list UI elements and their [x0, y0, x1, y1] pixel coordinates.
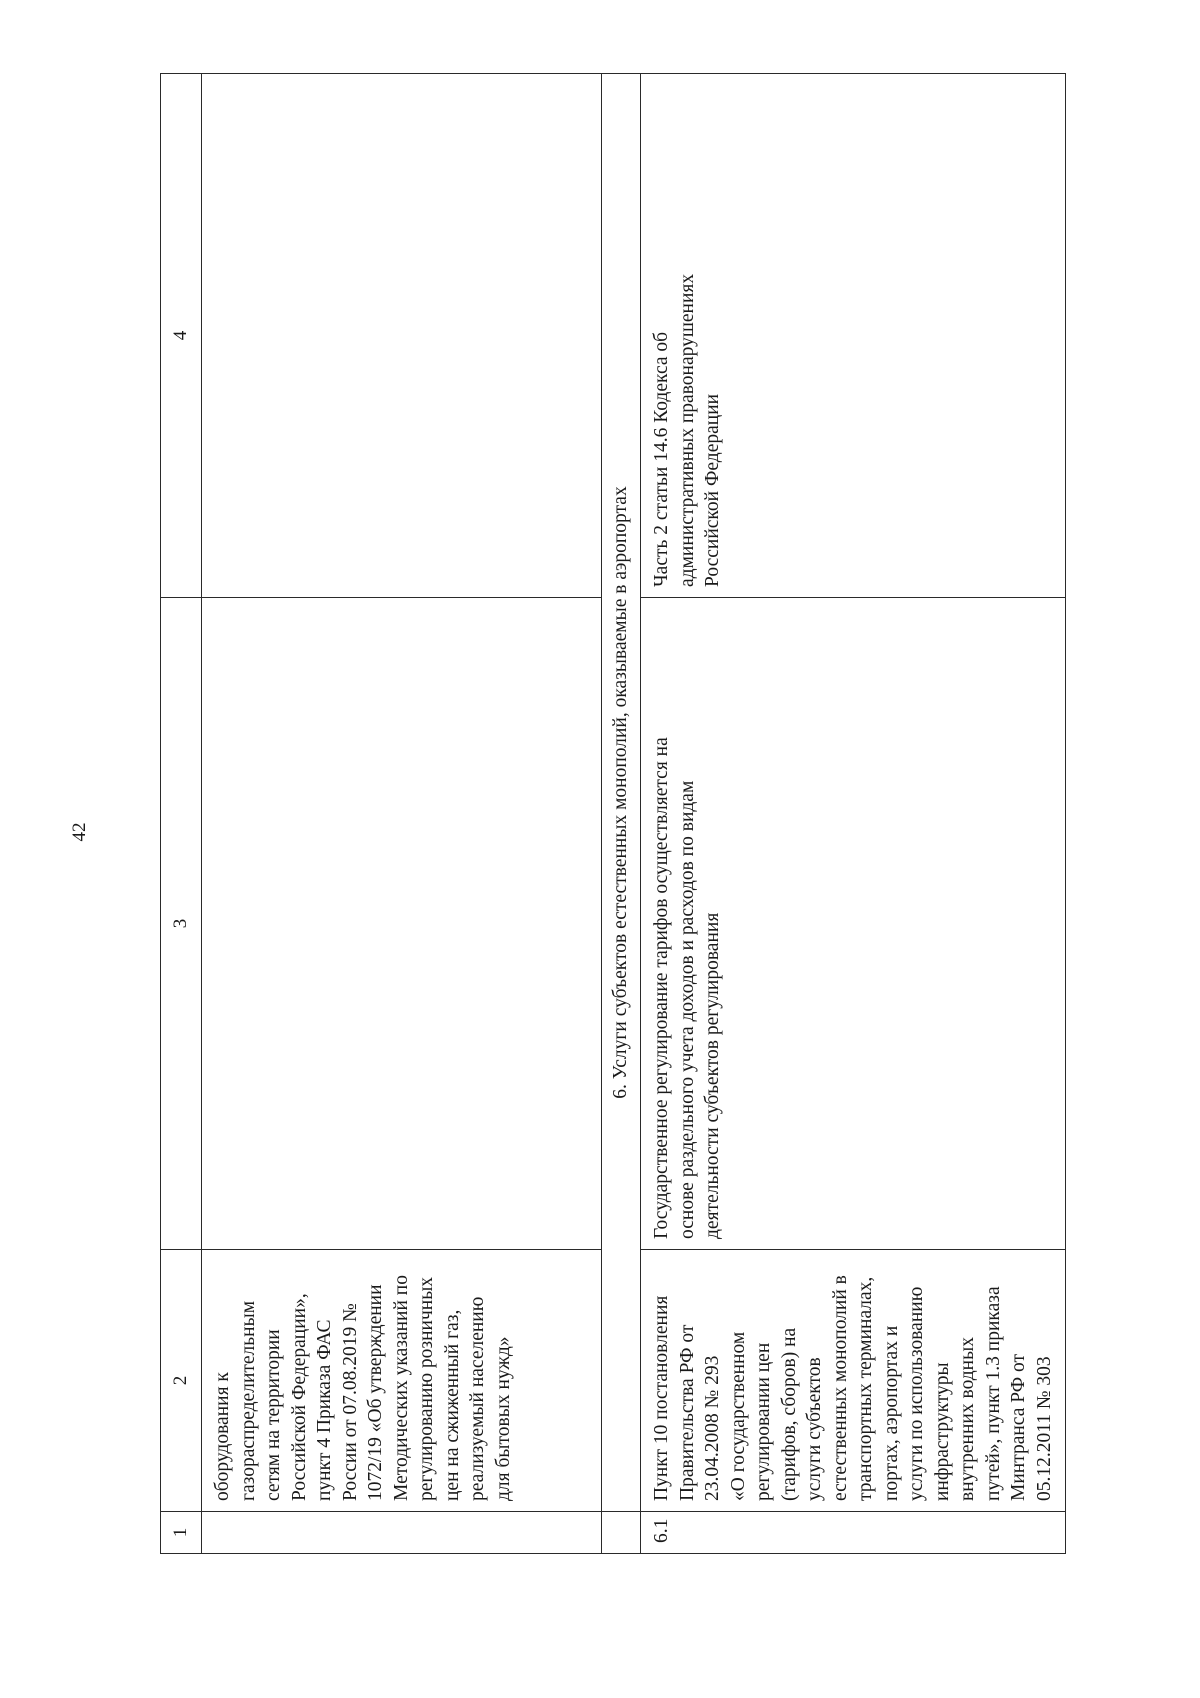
- regulation-table: [160, 73, 1066, 1554]
- row-cont-col-4: [202, 74, 602, 598]
- header-col-1: 1: [161, 1512, 202, 1554]
- table-row-continuation: [202, 74, 602, 1554]
- table-row-6-1: [641, 74, 1066, 1554]
- page-number: 42: [69, 822, 90, 842]
- section-empty-cell: [602, 1512, 641, 1554]
- header-col-3: 3: [161, 598, 202, 1250]
- row-cont-col-2: оборудования к газораспределительным сетям на территории Российской Федерации», пункт 4 Приказа ФАС России от 07.08.2019 № 1072/19 «Об утверждении Методических указаний по регулированию розничных цен на сжиженный газ, реализуемый населению для бытовых нужд»: [202, 1250, 602, 1512]
- section-title: 6. Услуги субъектов естественных монополий, оказываемые в аэропортах: [602, 74, 641, 1512]
- row-6-1-requirement: Государственное регулирование тарифов осуществляется на основе раздельного учета доходов и расходов по видам деятельности субъектов регулирования: [641, 598, 1066, 1250]
- section-row-6: [602, 74, 641, 1554]
- header-col-4: 4: [161, 74, 202, 598]
- row-cont-col-1: [202, 1512, 602, 1554]
- row-cont-col-3: [202, 598, 602, 1250]
- table-header-row: [161, 74, 202, 1554]
- rotated-table-container: [160, 74, 1060, 1554]
- row-6-1-basis: Пункт 10 постановления Правительства РФ от 23.04.2008 № 293 «О государственном регулировании цен (тарифов, сборов) на услуги субъектов естественных монополий в транспортных терминалах, портах, аэропортах и услуги по использованию инфраструктуры внутренних водных путей», пункт 1.3 приказа Минтранса РФ от 05.12.2011 № 303: [641, 1250, 1066, 1512]
- row-6-1-liability: Часть 2 статьи 14.6 Кодекса об административных правонарушениях Российской Федерации: [641, 74, 1066, 598]
- header-col-2: 2: [161, 1250, 202, 1512]
- row-6-1-number: 6.1: [641, 1512, 1066, 1554]
